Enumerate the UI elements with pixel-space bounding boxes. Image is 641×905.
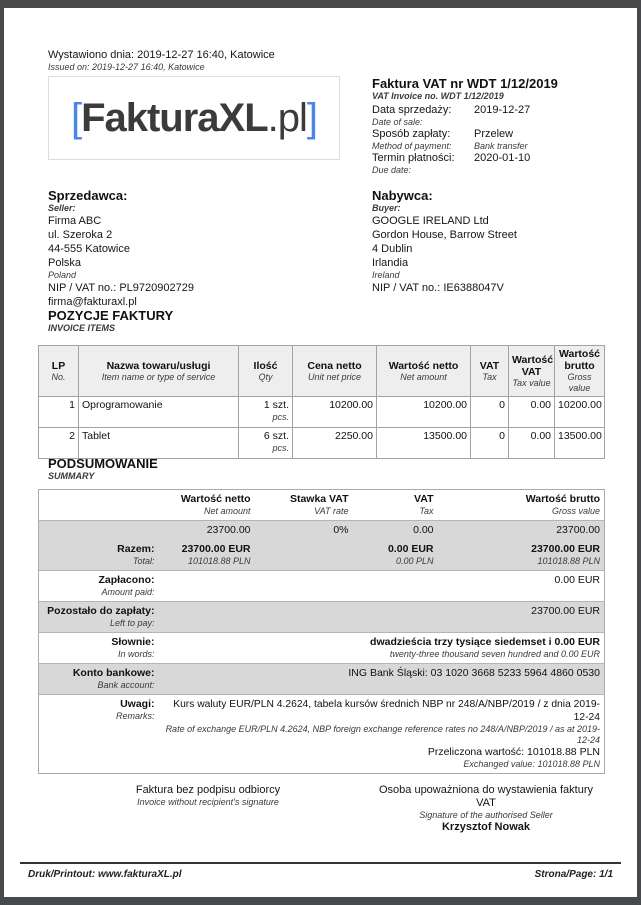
logo-name: FakturaXL [81,96,268,140]
issued-date-pl: Wystawiono dnia: 2019-12-27 16:40, Katowice [48,49,275,61]
item-name: Tablet [79,428,239,459]
item-net: 10200.00 [377,397,471,428]
left-to-pay-value: 23700.00 EUR [159,602,605,633]
seller-city: 44-555 Katowice [48,243,130,255]
field-value-pl: Przelew [474,128,514,140]
summary-header-spacer [39,490,159,521]
summary-bank-row [39,664,605,695]
paid-value: 0.00 EUR [159,571,605,602]
item-name: Oprogramowanie [79,397,239,428]
buyer-heading-en: Buyer: [372,203,401,213]
buyer-country-pl: Irlandia [372,257,409,269]
bank-value: ING Bank Śląski: 03 1020 3668 5233 5964 4860 0530 [159,664,605,695]
buyer-country-en: Ireland [372,270,400,280]
buyer-block [372,188,604,309]
items-heading-pl: POZYCJE FAKTURY [48,308,174,323]
item-qty: 1 szt. pcs. [239,397,293,428]
total-tax: 0.00 EUR 0.00 PLN [387,543,434,566]
summary-rate-row [39,521,605,541]
left-to-pay-label: Pozostało do zapłaty: Left to pay: [39,602,159,633]
seller-vat: NIP / VAT no.: PL9720902729 [48,282,194,294]
item-vat: 0 [471,428,509,459]
item-gross: 13500.00 [555,428,605,459]
authorised-person-name: Krzysztof Nowak [441,821,531,833]
summary-total-row [39,540,605,571]
summary-heading [48,456,158,482]
col-name: Nazwa towaru/usługi Item name or type of service [79,346,239,397]
footer-printout: Druk/Printout: www.fakturaXL.pl [28,869,182,880]
item-vat: 0 [471,397,509,428]
buyer-vat: NIP / VAT no.: IE6388047V [372,282,504,294]
summary-col-vat: VAT Tax [414,493,434,516]
signatures-row [48,784,604,834]
buyer-heading-pl: Nabywca: [372,188,433,203]
seller-country-en: Poland [48,270,77,280]
field-label-pl: Data sprzedaży: [372,104,452,116]
bank-label: Konto bankowe: Bank account: [39,664,159,695]
item-vat-value: 0.00 [509,428,555,459]
col-net: Wartość netto Net amount [377,346,471,397]
item-unit-net: 2250.00 [293,428,377,459]
invoice-page [4,8,637,897]
total-gross: 23700.00 EUR 101018.88 PLN [531,543,600,566]
col-unit-net: Cena netto Unit net price [293,346,377,397]
item-no: 1 [39,397,79,428]
recipient-signature-note [48,784,368,834]
invoice-header [372,76,604,176]
summary-col-gross: Wartość brutto Gross value [525,493,600,516]
summary-col-rate: Stawka VAT VAT rate [289,493,349,516]
remarks-value [159,695,605,774]
field-label-pl: Sposób zapłaty: [372,128,451,140]
summary-left-to-pay-row [39,602,605,633]
item-unit-net: 10200.00 [293,397,377,428]
issued-block [48,49,275,73]
seller-heading-en: Seller: [48,203,76,213]
signature-left-en: Invoice without recipient's signature [137,797,279,807]
rate-gross: 23700.00 [438,521,605,541]
summary-col-net: Wartość netto Net amount [180,493,251,516]
summary-heading-en: SUMMARY [48,471,95,481]
seller-country-pl: Polska [48,257,82,269]
seller-email: firma@fakturaxl.pl [48,296,137,308]
item-vat-value: 0.00 [509,397,555,428]
item-qty: 6 szt. pcs. [239,428,293,459]
seller-name: Firma ABC [48,215,102,227]
item-no: 2 [39,428,79,459]
col-gross: Wartość brutto Gross value [555,346,605,397]
rate-rate: 0% [255,521,353,541]
in-words-value: dwadzieścia trzy tysiące siedemset i 0.00 EUR twenty-three thousand seven hundred and 0.00 EUR [159,633,605,664]
summary-paid-row [39,571,605,602]
issued-date-en: Issued on: 2019-12-27 16:40, Katowice [48,62,205,72]
remarks-label: Uwagi: Remarks: [39,695,159,774]
table-row [39,397,605,428]
seller-signature-block [368,784,604,834]
summary-remarks-row [39,695,605,774]
item-net: 13500.00 [377,428,471,459]
seller-heading-pl: Sprzedawca: [48,188,128,203]
total-label: Razem: Total: [117,543,155,566]
footer-divider [20,862,621,864]
rate-tax: 0.00 [353,521,438,541]
fakturaxl-logo [48,76,340,160]
logo-text [71,98,317,138]
exchanged-value-en: Exchanged value: 101018.88 PLN [463,759,600,769]
field-value-pl: 2020-01-10 [474,152,531,164]
logo-bracket-open: [ [70,96,82,140]
field-label-en: Method of payment: [372,141,452,151]
parties-row [48,188,604,309]
summary-table [38,489,605,774]
field-label-en: Due date: [372,165,412,175]
header-row [48,76,604,176]
invoice-title-pl: Faktura VAT nr WDT 1/12/2019 [372,76,558,91]
items-heading [48,308,173,334]
field-due-date [372,152,604,176]
col-lp: LP No. [39,346,79,397]
remarks-line-pl: Kurs waluty EUR/PLN 4.2624, tabela kursów średnich NBP nr 248/A/NBP/2019 / z dnia 2019-12-24 [173,699,600,723]
signature-left-pl: Faktura bez podpisu odbiorcy [135,784,281,796]
footer-page-number: Strona/Page: 1/1 [534,869,613,880]
items-heading-en: INVOICE ITEMS [48,323,116,333]
col-vat-value: Wartość VAT Tax value [509,346,555,397]
items-header-row [39,346,605,397]
seller-street: ul. Szeroka 2 [48,229,113,241]
summary-header-row [39,490,605,521]
buyer-name: GOOGLE IRELAND Ltd [372,215,489,227]
buyer-street: Gordon House, Barrow Street [372,229,517,241]
field-value-en: Bank transfer [474,141,528,151]
total-net: 23700.00 EUR 101018.88 PLN [181,543,251,566]
remarks-line-en: Rate of exchange EUR/PLN 4.2624, NBP foreign exchange reference rates no 248/A/NBP/2019 / as at 2019-12-24 [165,724,600,745]
paid-label: Zapłacono: Amount paid: [39,571,159,602]
col-qty: Ilość Qty [239,346,293,397]
signature-right-en: Signature of the authorised Seller [419,810,553,820]
field-label-en: Date of sale: [372,117,423,127]
summary-in-words-row [39,633,605,664]
items-table [38,345,605,459]
footer [28,869,613,880]
buyer-city: 4 Dublin [372,243,413,255]
signature-right-pl: Osoba upoważniona do wystawienia faktury VAT [378,784,593,809]
invoice-title-en: VAT Invoice no. WDT 1/12/2019 [372,91,504,101]
item-gross: 10200.00 [555,397,605,428]
table-row [39,428,605,459]
field-date-of-sale [372,104,604,128]
exchanged-value-pl: Przeliczona wartość: 101018.88 PLN [427,746,600,758]
field-value-pl: 2019-12-27 [474,104,531,116]
in-words-label: Słownie: In words: [39,633,159,664]
rate-net: 23700.00 [159,521,255,541]
logo-bracket-close: ] [306,96,318,140]
logo-suffix: .pl [267,96,307,140]
col-vat: VAT Tax [471,346,509,397]
summary-heading-pl: PODSUMOWANIE [48,456,158,471]
field-label-pl: Termin płatności: [372,152,455,164]
field-payment-method [372,128,604,152]
seller-block [48,188,372,309]
